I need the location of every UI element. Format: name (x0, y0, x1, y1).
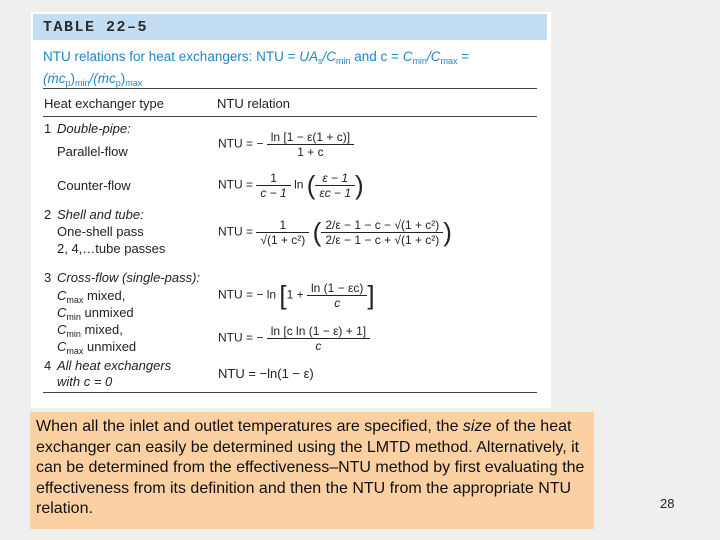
note-emphasis: size (462, 418, 492, 435)
ua-term: UA (299, 49, 318, 64)
cmax-unmixed-label (57, 339, 136, 356)
row4-number: 4 (44, 358, 52, 373)
f4-close-bracket: ] (367, 280, 375, 310)
c-min-term: C (402, 49, 413, 64)
note-text-a: When all the inlet and outlet temperatures are specified, the (36, 418, 463, 435)
cmin-mixed-c: C (57, 322, 67, 337)
row4-label-b: with c = 0 (57, 374, 113, 389)
cmin-unmixed-text: unmixed (80, 305, 134, 320)
cmax-mixed-text: mixed, (83, 288, 126, 303)
row2-number: 2 (44, 207, 52, 222)
f4-ln: ln (266, 287, 277, 302)
cmin-unmixed-c: C (57, 305, 67, 320)
mcp-max: /(ṁc (89, 71, 116, 86)
note-text-b: of the heat exchanger can easily be determined using the LMTD method. Alternatively, it can be determined from the effectiveness–NTU method by first evaluating the effectiveness from its definition and then the NTU from the appropriate NTU relation. (36, 418, 585, 517)
page-number: 28 (660, 496, 675, 511)
ntu-eq-2: NTU = (218, 177, 254, 192)
f3-b-den: 2/ε − 1 − c + √(1 + c²) (325, 233, 440, 247)
caption-text: NTU relations for heat exchangers: NTU = (43, 49, 300, 64)
caption-mid: and c = (350, 49, 403, 64)
f2-ln: ln (294, 177, 304, 192)
row4-label-a: All heat exchangers (57, 358, 172, 373)
f4-fraction (307, 281, 367, 310)
cmin-mixed-text: mixed, (80, 322, 123, 337)
ntu-relations-table (31, 12, 551, 408)
counter-flow-formula (218, 170, 364, 201)
col-header-type: Heat exchanger type (44, 96, 164, 111)
f6-expression: −ln(1 − ε) (259, 366, 314, 381)
cmax-unmixed-text: unmixed (83, 339, 137, 354)
ntu-eq-5: NTU = (218, 330, 254, 345)
rule-top (43, 88, 537, 89)
tube-passes-label: 2, 4,…tube passes (57, 241, 166, 256)
cmin-sub: min (336, 56, 351, 66)
f1-fraction (267, 130, 354, 159)
table-header-band (33, 14, 547, 40)
ntu-eq-3: NTU = (218, 224, 254, 239)
f3-a-fraction (256, 218, 309, 247)
row2-label: Shell and tube: (57, 207, 144, 222)
c-max-sub: max (440, 56, 458, 66)
cmax-mixed-c: C (57, 288, 67, 303)
f3-a-den: √(1 + c²) (260, 233, 306, 247)
f4-sign: − (256, 287, 264, 302)
row3-label: Cross-flow (single-pass): (57, 270, 201, 285)
f3-b-fraction (321, 218, 443, 247)
ntu-eq-4: NTU = (218, 287, 254, 302)
c-max-term: /C (426, 49, 441, 64)
f2-a-num: 1 (256, 171, 290, 186)
max-sub-2: max (125, 78, 143, 88)
f3-b-num: 2/ε − 1 − c − √(1 + c²) (321, 218, 443, 233)
mcp-min-close: ) (70, 71, 76, 86)
col-header-relation: NTU relation (217, 96, 290, 111)
cmin-mixed-sub: min (66, 329, 81, 339)
rule-bottom (43, 392, 537, 393)
f2-open-paren: ( (306, 170, 316, 200)
row1-number: 1 (44, 121, 52, 136)
f2-b-num: ε − 1 (315, 171, 355, 186)
row3-number: 3 (44, 270, 52, 285)
f2-b-fraction (315, 171, 355, 200)
table-caption (43, 48, 543, 92)
f2-a-fraction (256, 171, 290, 200)
f1-num: ln [1 − ε(1 + c)] (267, 130, 354, 145)
f3-open-paren: ( (312, 217, 322, 247)
rule-header (43, 116, 537, 117)
f1-den: 1 + c (297, 145, 324, 159)
f3-a-num: 1 (256, 218, 309, 233)
cmax-mixed-sub: max (66, 295, 84, 305)
f2-a-den: c − 1 (260, 186, 287, 200)
mcp-min: (ṁc (43, 71, 66, 86)
ua-sub: s (318, 56, 323, 66)
cmin-unmixed-label (57, 305, 134, 322)
crossflow-formula-1 (218, 280, 375, 311)
ntu-eq-1: NTU = (218, 136, 254, 151)
f4-num: ln (1 − εc) (307, 281, 367, 296)
cmin-term: /C (322, 49, 336, 64)
shell-tube-formula (218, 217, 452, 248)
caption-end: = (457, 49, 470, 64)
f5-sign: − (256, 330, 264, 345)
min-sub-2: min (75, 78, 90, 88)
cmax-unmixed-c: C (57, 339, 67, 354)
crossflow-formula-2 (218, 324, 370, 353)
f4-one: 1 + (286, 287, 304, 302)
f5-den: c (315, 339, 322, 353)
c-min-sub: min (412, 56, 427, 66)
f3-close-paren: ) (443, 217, 452, 247)
f1-sign: − (256, 136, 264, 151)
explanation-note (30, 412, 594, 529)
f5-num: ln [c ln (1 − ε) + 1] (267, 324, 370, 339)
f4-open-bracket: [ (279, 280, 287, 310)
f2-b-den: εc − 1 (319, 186, 352, 200)
f4-den: c (334, 296, 341, 310)
all-exchangers-formula (218, 366, 314, 381)
ntu-eq-6: NTU = (218, 366, 256, 381)
cmax-unmixed-sub: max (66, 346, 84, 356)
p-sub-1: p (65, 78, 71, 88)
one-shell-label: One-shell pass (57, 224, 144, 239)
counter-flow-label: Counter-flow (57, 178, 131, 193)
f5-fraction (267, 324, 370, 353)
table-title: TABLE 22–5 (43, 19, 149, 36)
row1-label: Double-pipe: (57, 121, 131, 136)
parallel-flow-formula (218, 130, 354, 159)
p-sub-2: p (115, 78, 121, 88)
f2-close-paren: ) (355, 170, 364, 200)
cmax-mixed-label (57, 288, 125, 305)
cmin-mixed-label (57, 322, 123, 339)
cmin-unmixed-sub: min (66, 312, 81, 322)
parallel-flow-label: Parallel-flow (57, 144, 128, 159)
mcp-max-close: ) (120, 71, 126, 86)
